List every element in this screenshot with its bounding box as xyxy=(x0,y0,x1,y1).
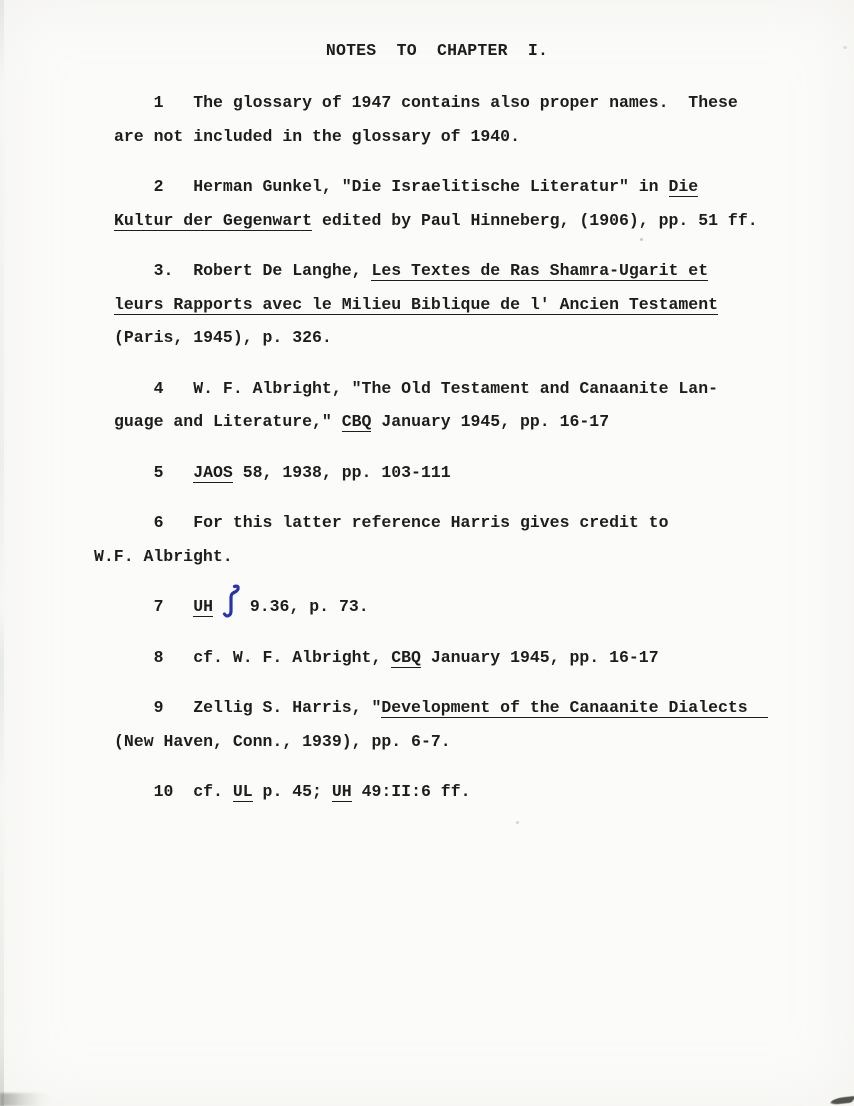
footnote-6 xyxy=(94,506,814,573)
underlined-text: CBQ xyxy=(391,647,421,667)
blue-paragraph-mark-icon xyxy=(223,601,240,611)
footnote-line xyxy=(114,775,814,809)
footnote-line xyxy=(114,170,814,204)
text-segment: 2 Herman Gunkel, "Die Israelitische Literatur" in xyxy=(114,177,669,196)
underlined-text: UH xyxy=(193,597,214,616)
underlined-text: Les Textes de Ras Shamra-Ugarit et xyxy=(371,261,709,280)
footnote-line xyxy=(114,506,814,540)
text-segment: W.F. Albright. xyxy=(94,546,233,566)
footnote-line xyxy=(114,641,814,675)
scan-smudge-bottom-right xyxy=(828,1096,854,1106)
footnote-line xyxy=(94,540,814,574)
text-segment: are not included in the glossary of 1940. xyxy=(114,126,520,146)
text-segment: January 1945, pp. 16-17 xyxy=(371,412,610,431)
text-segment: 58, 1938, pp. 103-111 xyxy=(232,462,451,482)
text-segment xyxy=(213,597,223,616)
underlined-text: UL xyxy=(232,782,253,801)
scan-smudge-bottom-left xyxy=(0,1093,52,1106)
text-segment: 5 xyxy=(114,462,194,482)
footnote-line xyxy=(114,372,814,406)
text-segment: 8 cf. W. F. Albright, xyxy=(114,647,392,667)
text-segment: 4 W. F. Albright, "The Old Testament and Canaanite Lan- xyxy=(114,378,718,398)
scan-speck xyxy=(516,821,519,824)
page-title: NOTES TO CHAPTER I. xyxy=(325,41,549,60)
footnote-line xyxy=(114,120,814,154)
underlined-text: leurs Rapports avec le Milieu Biblique de l' Ancien Testament xyxy=(114,294,718,314)
footnote-line xyxy=(114,204,814,238)
footnote-line xyxy=(114,725,814,759)
footnote-line xyxy=(114,691,814,725)
footnote-line xyxy=(114,254,814,288)
footnote-line xyxy=(114,456,814,490)
text-segment: 7 xyxy=(114,597,194,616)
footnote-line xyxy=(114,288,814,322)
underlined-text: Kultur der Gegenwart xyxy=(114,210,313,230)
text-segment: 3. Robert De Langhe, xyxy=(114,261,372,280)
text-segment: p. 45; xyxy=(252,782,332,801)
text-segment: edited by Paul Hinneberg, (1906), pp. 51 ff. xyxy=(312,210,758,230)
footnote-9 xyxy=(114,691,814,758)
footnote-2 xyxy=(114,170,814,237)
text-segment: (Paris, 1945), p. 326. xyxy=(114,328,332,347)
text-segment: 6 For this latter reference Harris gives credit to xyxy=(114,513,669,532)
footnote-4 xyxy=(114,372,814,439)
text-segment: 1 The glossary of 1947 contains also proper names. These xyxy=(114,93,738,112)
underlined-text: UH xyxy=(331,782,352,801)
scan-speck xyxy=(640,238,643,241)
text-segment: 10 cf. xyxy=(114,782,233,801)
text-segment: 9 Zellig S. Harris, " xyxy=(114,698,382,717)
text-segment: 9.36, p. 73. xyxy=(239,597,369,616)
underlined-text: CBQ xyxy=(341,412,372,431)
underlined-text: Development of the Canaanite Dialects xyxy=(381,698,768,717)
text-segment: 49:II:6 ff. xyxy=(351,782,471,801)
underlined-text: Die xyxy=(668,177,699,196)
footnote-line xyxy=(114,590,814,624)
text-segment: January 1945, pp. 16-17 xyxy=(420,647,659,667)
footnote-1 xyxy=(114,86,814,153)
footnote-line xyxy=(114,86,814,120)
text-segment: (New Haven, Conn., 1939), pp. 6-7. xyxy=(114,731,451,751)
footnote-5 xyxy=(114,456,814,490)
notes-list xyxy=(94,86,814,826)
footnote-line xyxy=(114,321,814,355)
footnote-3 xyxy=(114,254,814,355)
footnote-7 xyxy=(114,590,814,624)
text-segment: guage and Literature," xyxy=(114,412,342,431)
scan-speck xyxy=(843,46,847,49)
scan-edge-artifact xyxy=(0,0,4,1106)
footnote-line xyxy=(114,405,814,439)
footnote-8 xyxy=(114,641,814,675)
footnote-10 xyxy=(114,775,814,809)
underlined-text: JAOS xyxy=(193,462,233,482)
